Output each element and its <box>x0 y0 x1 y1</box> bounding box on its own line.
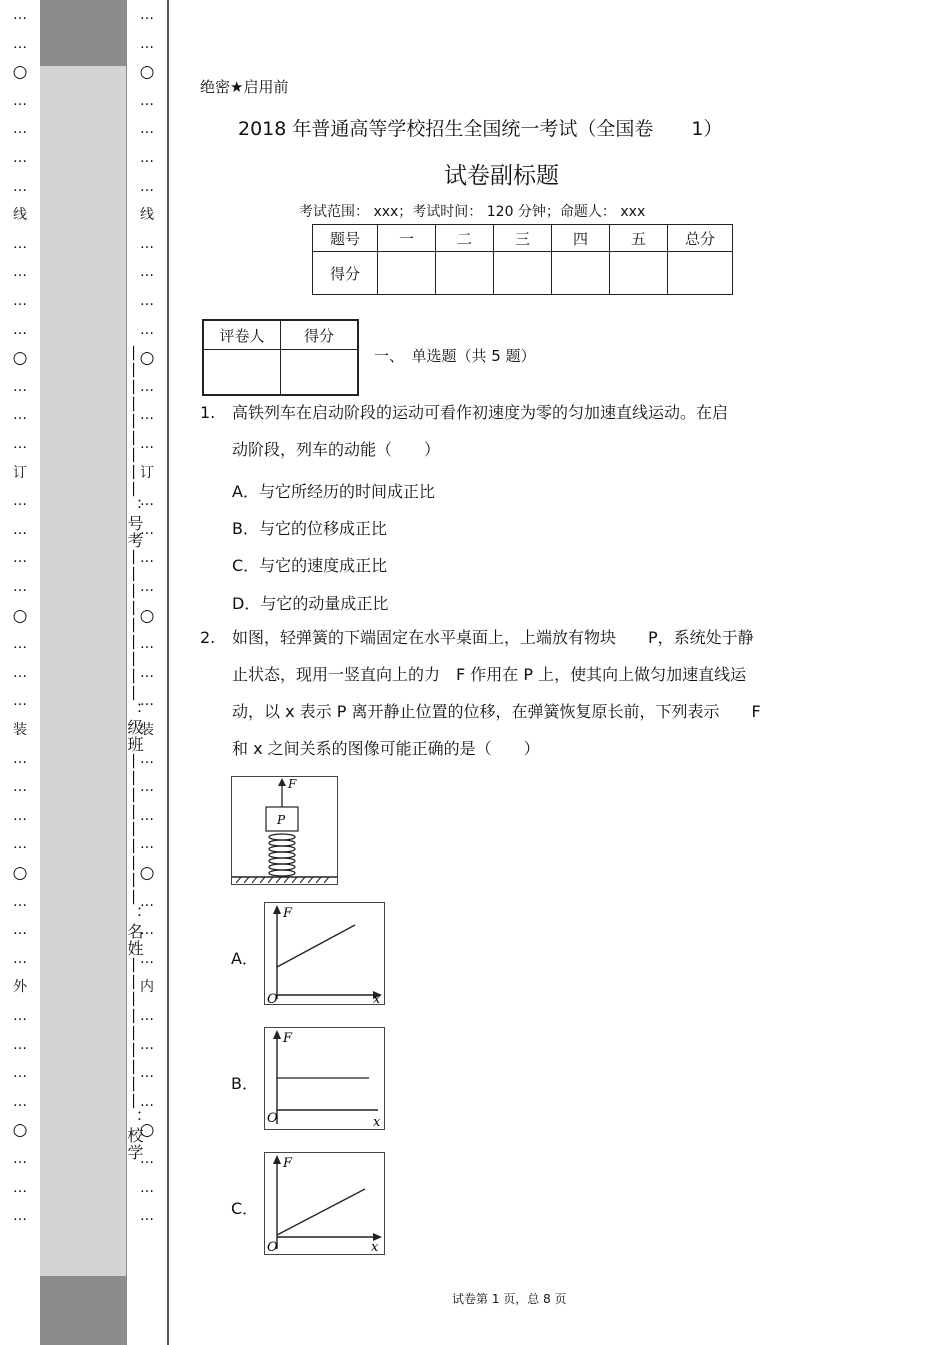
score-row-label: 得分 <box>313 252 378 295</box>
grader-header: 评卷人 <box>203 320 281 350</box>
binding-glyph: … <box>140 493 154 510</box>
section-title: 一、 单选题（共 5 题） <box>374 347 536 365</box>
score-table <box>312 224 733 295</box>
binding-glyph: … <box>140 579 154 595</box>
binding-glyph: … <box>140 636 154 653</box>
binding-glyph: … <box>13 836 27 853</box>
binding-glyph: 订 <box>13 464 27 481</box>
binding-glyph: … <box>13 950 27 967</box>
binding-glyph: … <box>140 7 154 23</box>
binding-glyph: … <box>140 235 154 252</box>
binding-glyph: … <box>140 1008 154 1024</box>
score-cell[interactable] <box>436 252 494 295</box>
graph-option-c-label[interactable]: C． <box>231 1199 259 1218</box>
binding-glyph: 外 <box>13 979 27 996</box>
binding-glyph: … <box>13 178 27 195</box>
question-number: 1. <box>200 403 216 422</box>
binding-glyph: … <box>13 121 27 138</box>
binding-glyph: … <box>13 293 27 309</box>
binding-glyph: 装 <box>13 722 27 738</box>
binding-glyph: … <box>140 121 154 138</box>
binding-glyph: … <box>13 664 27 681</box>
graph-b[interactable] <box>264 1027 385 1130</box>
binding-dark-top <box>40 0 126 66</box>
binding-glyph: … <box>140 264 154 281</box>
origin-label: O <box>267 992 278 1004</box>
exam-subtitle: 试卷副标题 <box>444 163 559 189</box>
binding-inner-column <box>127 0 169 1345</box>
binding-glyph: ○ <box>12 348 28 369</box>
f-axis-label: F <box>283 906 293 921</box>
binding-glyph: 线 <box>140 207 154 224</box>
binding-glyph: … <box>13 7 27 23</box>
question-text: 高铁列车在启动阶段的运动可看作初速度为零的匀加速直线运动。在启 <box>232 403 729 422</box>
binding-glyph: … <box>140 1179 154 1196</box>
binding-glyph: … <box>13 1093 27 1110</box>
question-number: 2. <box>200 628 216 647</box>
binding-glyph: … <box>13 1008 27 1024</box>
question-text: 动阶段，列车的动能（ ） <box>232 440 441 459</box>
force-label: F <box>288 777 297 791</box>
grader-cell[interactable] <box>203 350 281 396</box>
binding-glyph: 订 <box>140 464 154 481</box>
binding-glyph: … <box>140 1151 154 1167</box>
score-cell[interactable] <box>494 252 552 295</box>
binding-glyph: … <box>13 321 27 338</box>
score-header-cell: 题号 <box>313 225 378 252</box>
page-footer: 试卷第 1 页，总 8 页 <box>452 1292 567 1306</box>
binding-glyph: … <box>140 1065 154 1082</box>
binding-glyph: … <box>140 378 154 395</box>
binding-glyph: … <box>140 1036 154 1053</box>
binding-glyph: … <box>13 893 27 910</box>
binding-glyph: … <box>13 550 27 567</box>
x-axis-label: x <box>371 1240 379 1254</box>
exam-info: 考试范围： xxx；考试时间： 120 分钟；命题人： xxx <box>299 204 646 220</box>
binding-glyph: … <box>140 150 154 166</box>
binding-glyph: … <box>140 321 154 338</box>
score-header-cell: 四 <box>552 225 610 252</box>
binding-glyph: … <box>13 264 27 281</box>
question-text: 如图，轻弹簧的下端固定在水平桌面上，上端放有物块 P，系统处于静 <box>232 628 754 647</box>
f-axis-label: F <box>283 1031 293 1046</box>
score-cell[interactable] <box>552 252 610 295</box>
binding-glyph: … <box>13 579 27 595</box>
binding-glyph: ○ <box>139 863 155 883</box>
binding-dark-bottom <box>40 1276 126 1345</box>
score-cell[interactable] <box>378 252 436 295</box>
binding-glyph: … <box>140 893 154 910</box>
spring-figure <box>231 776 338 885</box>
binding-glyph: … <box>13 378 27 395</box>
binding-glyph: ○ <box>12 605 28 626</box>
origin-label: O <box>267 1240 278 1254</box>
binding-glyph: … <box>13 407 27 424</box>
binding-glyph: … <box>13 922 27 939</box>
binding-glyph: … <box>140 750 154 767</box>
binding-glyph: ○ <box>139 62 155 83</box>
binding-student-column <box>40 0 144 1345</box>
binding-glyph: … <box>140 407 154 424</box>
binding-glyph: … <box>140 1093 154 1110</box>
graph-option-a-label[interactable]: A． <box>231 949 258 968</box>
binding-glyph: … <box>13 1208 27 1225</box>
binding-glyph: 内 <box>140 979 154 996</box>
option-d[interactable]: D．与它的动量成正比 <box>232 594 389 613</box>
binding-glyph: … <box>13 779 27 796</box>
x-axis-label: x <box>373 992 381 1004</box>
question-text: 和 x 之间关系的图像可能正确的是（ ） <box>232 739 540 758</box>
binding-glyph: … <box>140 550 154 567</box>
option-a[interactable]: A．与它所经历的时间成正比 <box>232 482 435 501</box>
question-text: 止状态，现用一竖直向上的力 F 作用在 P 上，使其向上做匀加速直线运 <box>232 665 747 684</box>
binding-glyph: … <box>140 178 154 195</box>
binding-glyph: … <box>140 293 154 309</box>
binding-glyph: … <box>13 636 27 653</box>
f-axis-label: F <box>283 1156 293 1171</box>
origin-label: O <box>267 1111 278 1126</box>
binding-glyph: … <box>13 1179 27 1196</box>
graph-option-b-label[interactable]: B． <box>231 1074 258 1093</box>
binding-glyph: … <box>140 922 154 939</box>
binding-glyph: … <box>13 35 27 52</box>
binding-glyph: 线 <box>13 207 27 224</box>
binding-glyph: … <box>13 1065 27 1082</box>
binding-glyph: … <box>13 693 27 710</box>
binding-glyph: … <box>140 950 154 967</box>
grader-table <box>202 319 359 396</box>
binding-glyph: … <box>13 150 27 166</box>
graph-c[interactable] <box>264 1152 385 1255</box>
student-info-fields: —————————：号考—————————：级班—————————：名姓—————————：校学 <box>125 345 144 1161</box>
x-axis-label: x <box>373 1115 381 1129</box>
binding-glyph: … <box>140 521 154 538</box>
binding-glyph: ○ <box>139 1120 155 1141</box>
binding-glyph: ○ <box>139 348 155 369</box>
binding-glyph: … <box>13 1151 27 1167</box>
binding-glyph: … <box>140 693 154 710</box>
option-b[interactable]: B．与它的位移成正比 <box>232 519 387 538</box>
option-c[interactable]: C．与它的速度成正比 <box>232 556 388 575</box>
score-header-cell: 一 <box>378 225 436 252</box>
binding-glyph: … <box>140 436 154 452</box>
binding-glyph: ○ <box>139 605 155 626</box>
score-header-cell: 总分 <box>668 225 733 252</box>
grader-header: 得分 <box>281 320 359 350</box>
binding-glyph: … <box>140 807 154 824</box>
binding-glyph: 装 <box>140 722 154 738</box>
binding-glyph: … <box>13 521 27 538</box>
grader-cell[interactable] <box>281 350 359 396</box>
secret-label: 绝密★启用前 <box>200 78 289 96</box>
score-cell[interactable] <box>668 252 733 295</box>
block-label: P <box>277 813 286 827</box>
binding-glyph: … <box>13 807 27 824</box>
binding-glyph: … <box>140 779 154 796</box>
binding-glyph: … <box>13 235 27 252</box>
binding-glyph: … <box>13 1036 27 1053</box>
score-header-cell: 二 <box>436 225 494 252</box>
graph-a[interactable] <box>264 902 385 1005</box>
score-header-cell: 三 <box>494 225 552 252</box>
score-cell[interactable] <box>610 252 668 295</box>
binding-glyph: … <box>13 92 27 109</box>
binding-glyph: ○ <box>12 1120 28 1141</box>
score-header-cell: 五 <box>610 225 668 252</box>
exam-page <box>168 0 950 1345</box>
binding-glyph: … <box>140 92 154 109</box>
binding-glyph: … <box>140 1208 154 1225</box>
binding-glyph: … <box>13 750 27 767</box>
binding-glyph: ○ <box>12 62 28 83</box>
binding-glyph: … <box>13 436 27 452</box>
exam-title: 2018 年普通高等学校招生全国统一考试（全国卷 1） <box>238 118 723 140</box>
binding-glyph: … <box>140 836 154 853</box>
binding-glyph: ○ <box>12 863 28 883</box>
question-text: 动，以 x 表示 P 离开静止位置的位移，在弹簧恢复原长前，下列表示 F <box>232 702 761 721</box>
binding-glyph: … <box>140 35 154 52</box>
binding-glyph: … <box>13 493 27 510</box>
binding-glyph: … <box>140 664 154 681</box>
binding-outer-column <box>0 0 41 1345</box>
